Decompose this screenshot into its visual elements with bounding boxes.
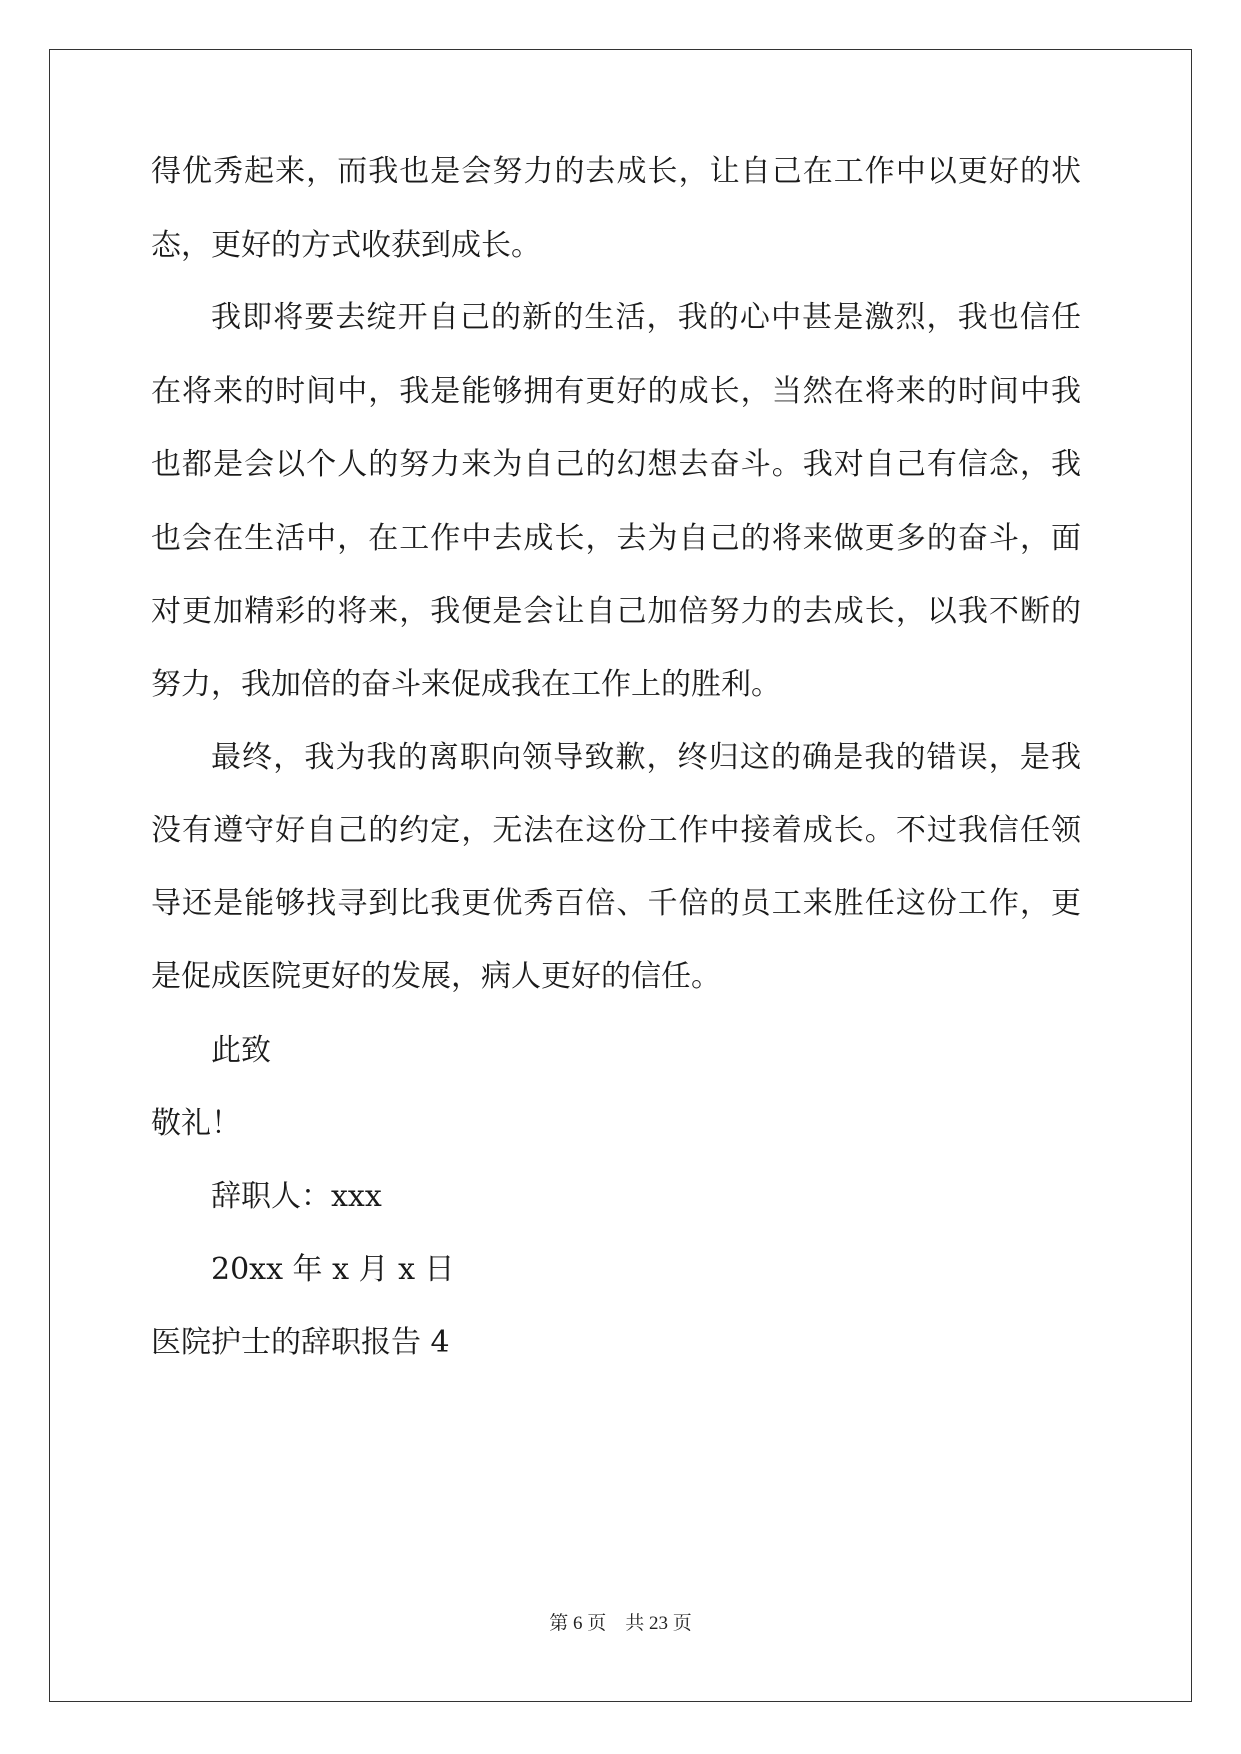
paragraph-line: 也都是会以个人的努力来为自己的幻想去奋斗。我对自己有信念，我 — [151, 447, 1081, 482]
paragraph-line: 态，更好的方式收获到成长。 — [151, 228, 541, 263]
paragraph-line: 也会在生活中，在工作中去成长，去为自己的将来做更多的奋斗，面 — [151, 521, 1081, 556]
paragraph-line: 导还是能够找寻到比我更优秀百倍、千倍的员工来胜任这份工作，更 — [151, 886, 1081, 921]
paragraph-line: 得优秀起来，而我也是会努力的去成长，让自己在工作中以更好的状 — [151, 154, 1081, 189]
section-heading: 医院护士的辞职报告 4 — [151, 1325, 450, 1360]
paragraph-line: 在将来的时间中，我是能够拥有更好的成长，当然在将来的时间中我 — [151, 374, 1081, 409]
paragraph-line: 是促成医院更好的发展，病人更好的信任。 — [151, 959, 721, 994]
paragraph-line: 最终，我为我的离职向领导致歉，终归这的确是我的错误，是我 — [211, 740, 1081, 775]
paragraph-line: 对更加精彩的将来，我便是会让自己加倍努力的去成长，以我不断的 — [151, 594, 1081, 629]
page-border — [49, 49, 1192, 1702]
date-line: 20xx 年 x 月 x 日 — [211, 1252, 455, 1287]
signature-line: 辞职人：xxx — [211, 1179, 382, 1214]
paragraph-line: 我即将要去绽开自己的新的生活，我的心中甚是激烈，我也信任 — [211, 300, 1081, 335]
page-number-footer: 第 6 页 共 23 页 — [549, 1613, 692, 1634]
closing-salutation: 此致 — [211, 1033, 271, 1068]
paragraph-line: 没有遵守好自己的约定，无法在这份工作中接着成长。不过我信任领 — [151, 813, 1081, 848]
paragraph-line: 努力，我加倍的奋斗来促成我在工作上的胜利。 — [151, 667, 781, 702]
closing-regards: 敬礼！ — [151, 1106, 241, 1141]
